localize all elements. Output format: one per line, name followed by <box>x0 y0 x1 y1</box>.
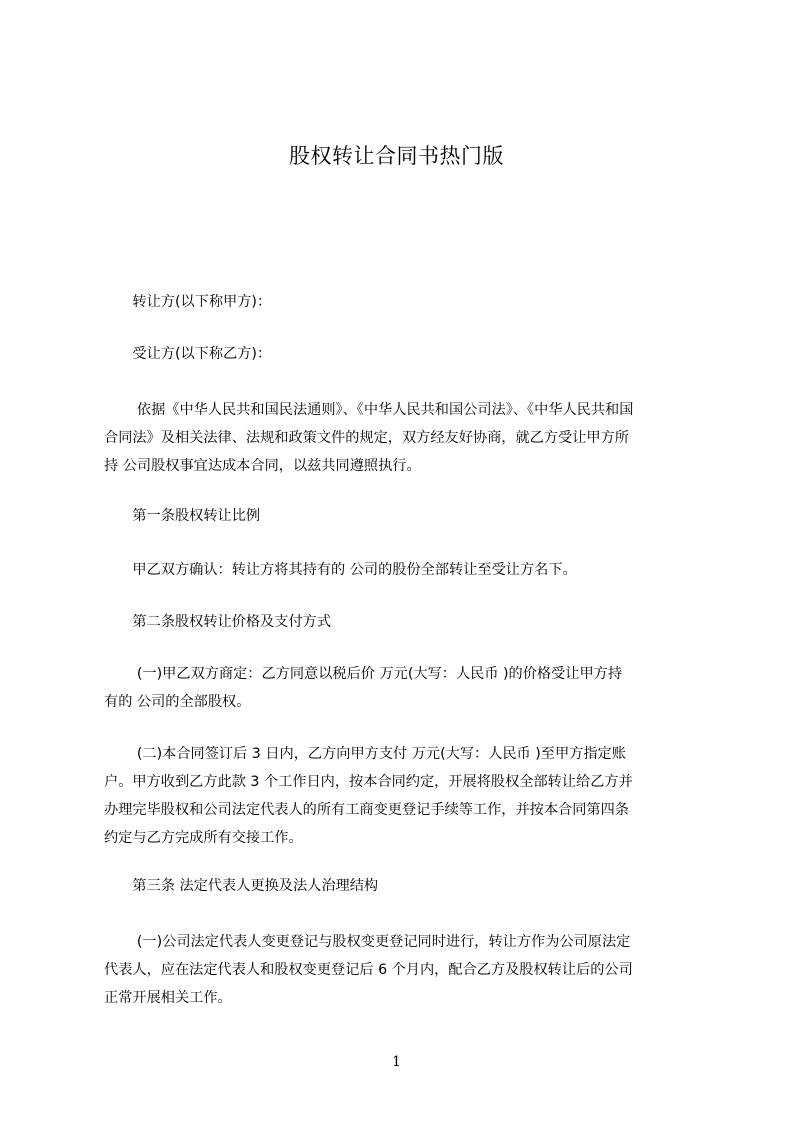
text-line: 合同法》及相关法律、法规和政策文件的规定，双方经友好协商，就乙方受让甲方所 <box>104 430 629 446</box>
text-line: 户。甲方收到乙方此款 3 个工作日内，按本合同约定，开展将股权全部转让给乙方并 <box>104 774 633 790</box>
text-line: 转让方(以下称甲方)： <box>104 294 272 310</box>
article-2-clause-2 <box>104 740 704 852</box>
article-3-clause-1 <box>104 928 704 1012</box>
text-line: 有的 公司的全部股权。 <box>104 694 251 710</box>
text-line: 办理完毕股权和公司法定代表人的所有工商变更登记手续等工作，并按本合同第四条 <box>104 802 629 818</box>
text-line: 第三条 法定代表人更换及法人治理结构 <box>104 878 379 894</box>
article-3-heading <box>104 872 704 900</box>
party-b-line <box>104 340 704 368</box>
text-line: (一)甲乙双方商定：乙方同意以税后价 万元(大写：人民币 )的价格受让甲方持 <box>104 666 623 682</box>
text-line: 正常开展相关工作。 <box>104 990 232 1006</box>
document-title: 股权转让合同书热门版 <box>289 144 504 168</box>
text-line: 第一条股权转让比例 <box>104 508 261 524</box>
page-number: 1 <box>392 1054 401 1070</box>
article-1-body <box>104 556 704 584</box>
article-2-heading <box>104 608 704 636</box>
text-line: 受让方(以下称乙方)： <box>104 346 272 362</box>
article-1-heading <box>104 502 704 530</box>
preamble-paragraph <box>104 396 704 480</box>
text-line: 约定与乙方完成所有交接工作。 <box>104 830 303 846</box>
text-line: 依据《中华人民共和国民法通则》、《中华人民共和国公司法》、《中华人民共和国 <box>104 402 634 418</box>
text-line: 第二条股权转让价格及支付方式 <box>104 614 332 630</box>
text-line: 持 公司股权事宜达成本合同，以兹共同遵照执行。 <box>104 458 421 474</box>
text-line: (一)公司法定代表人变更登记与股权变更登记同时进行，转让方作为公司原法定 <box>104 934 631 950</box>
text-line: (二)本合同签订后 3 日内，乙方向甲方支付 万元(大写：人民币 )至甲方指定账 <box>104 746 626 762</box>
article-2-clause-1 <box>104 660 704 716</box>
text-line: 代表人，应在法定代表人和股权变更登记后 6 个月内，配合乙方及股权转让后的公司 <box>104 962 633 978</box>
text-line: 甲乙双方确认：转让方将其持有的 公司的股份全部转让至受让方名下。 <box>104 562 577 578</box>
party-a-line <box>104 288 704 316</box>
